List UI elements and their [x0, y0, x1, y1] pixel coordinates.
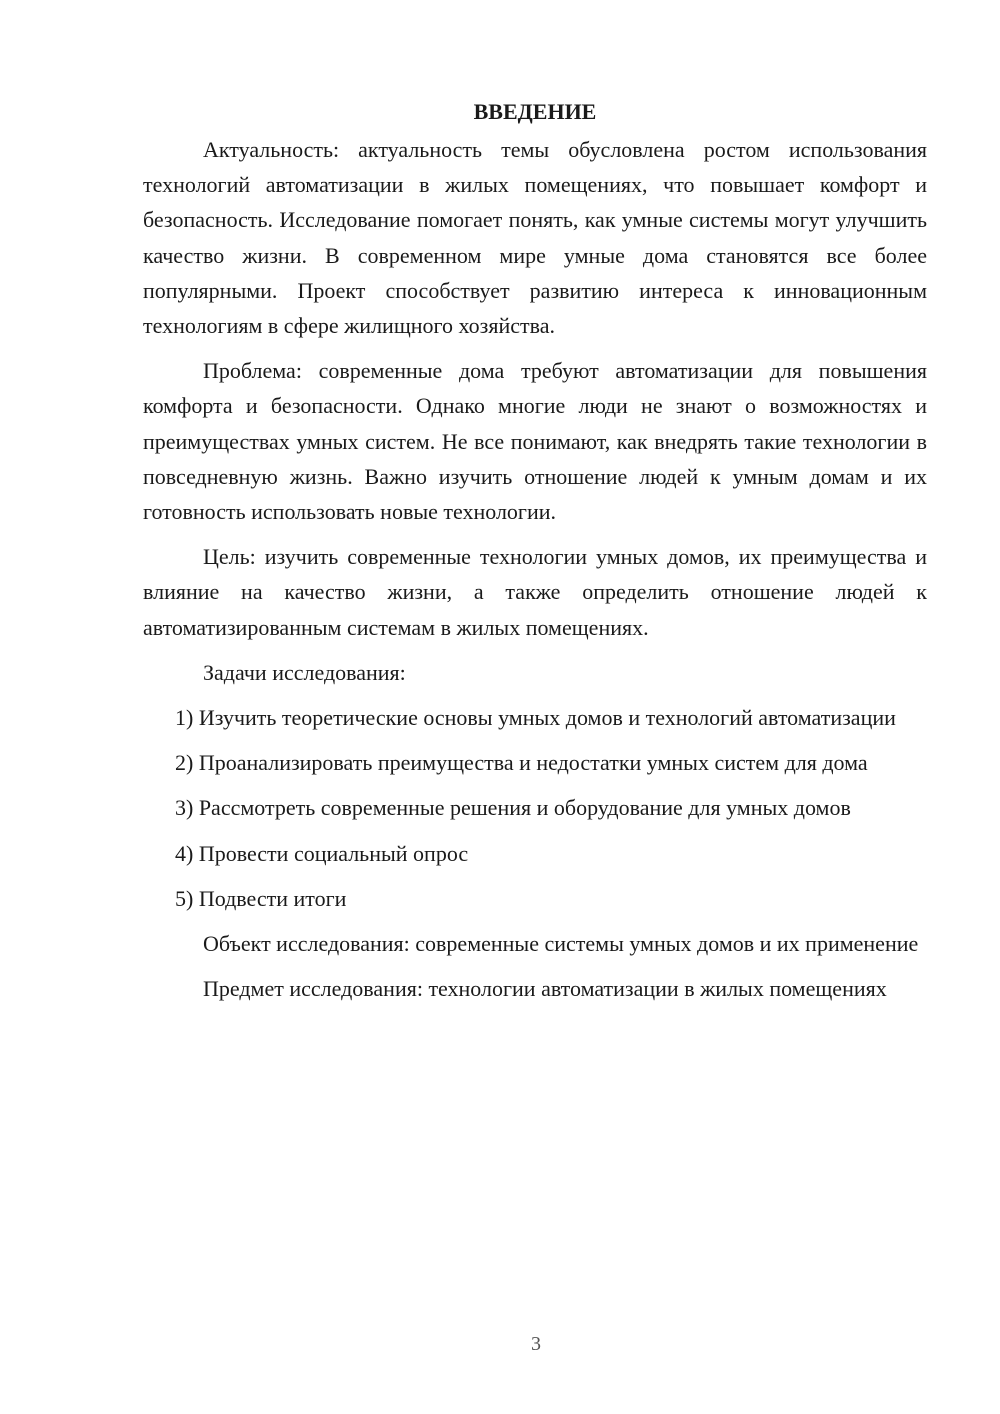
task-item: 4) Провести социальный опрос	[175, 840, 469, 866]
page-title: ВВЕДЕНИЕ	[473, 99, 597, 124]
task-item: 5) Подвести итоги	[175, 885, 347, 911]
paragraph-object: Объект исследования: современные системы умных домов и их применение	[203, 931, 919, 957]
task-item: 2) Проанализировать преимущества и недостатки умных систем для дома	[175, 750, 868, 776]
task-item: 3) Рассмотреть современные решения и оборудование для умных домов	[175, 795, 851, 821]
paragraph-relevance: Актуальность: актуальность темы обусловлена ростом использования технологий автоматизации в жилых помещениях, что повышает комфорт и безопасность. Исследование помогает понять, как умные системы могут улучшить качество жизни. В современном мире умные дома становятся все более популярными. Проект способствует развитию интереса к инновационным технологиям в сфере жилищного хозяйства.	[143, 137, 927, 339]
paragraph-goal: Цель: изучить современные технологии умных домов, их преимущества и влияние на качество жизни, а также определить отношение людей к автоматизированным системам в жилых помещениях.	[143, 544, 927, 640]
page-content	[143, 94, 927, 1016]
page-number: 3	[531, 1333, 541, 1355]
paragraph-subject: Предмет исследования: технологии автоматизации в жилых помещениях	[203, 976, 887, 1002]
paragraph-problem: Проблема: современные дома требуют автоматизации для повышения комфорта и безопасности. Однако многие люди не знают о возможностях и преимуществах умных систем. Не все понимают, как внедрять такие технологии в повседневную жизнь. Важно изучить отношение людей к умным домам и их готовность использовать новые технологии.	[143, 358, 927, 525]
tasks-heading: Задачи исследования:	[203, 659, 406, 685]
task-item: 1) Изучить теоретические основы умных домов и технологий автоматизации	[175, 705, 896, 731]
task-list	[143, 700, 927, 916]
